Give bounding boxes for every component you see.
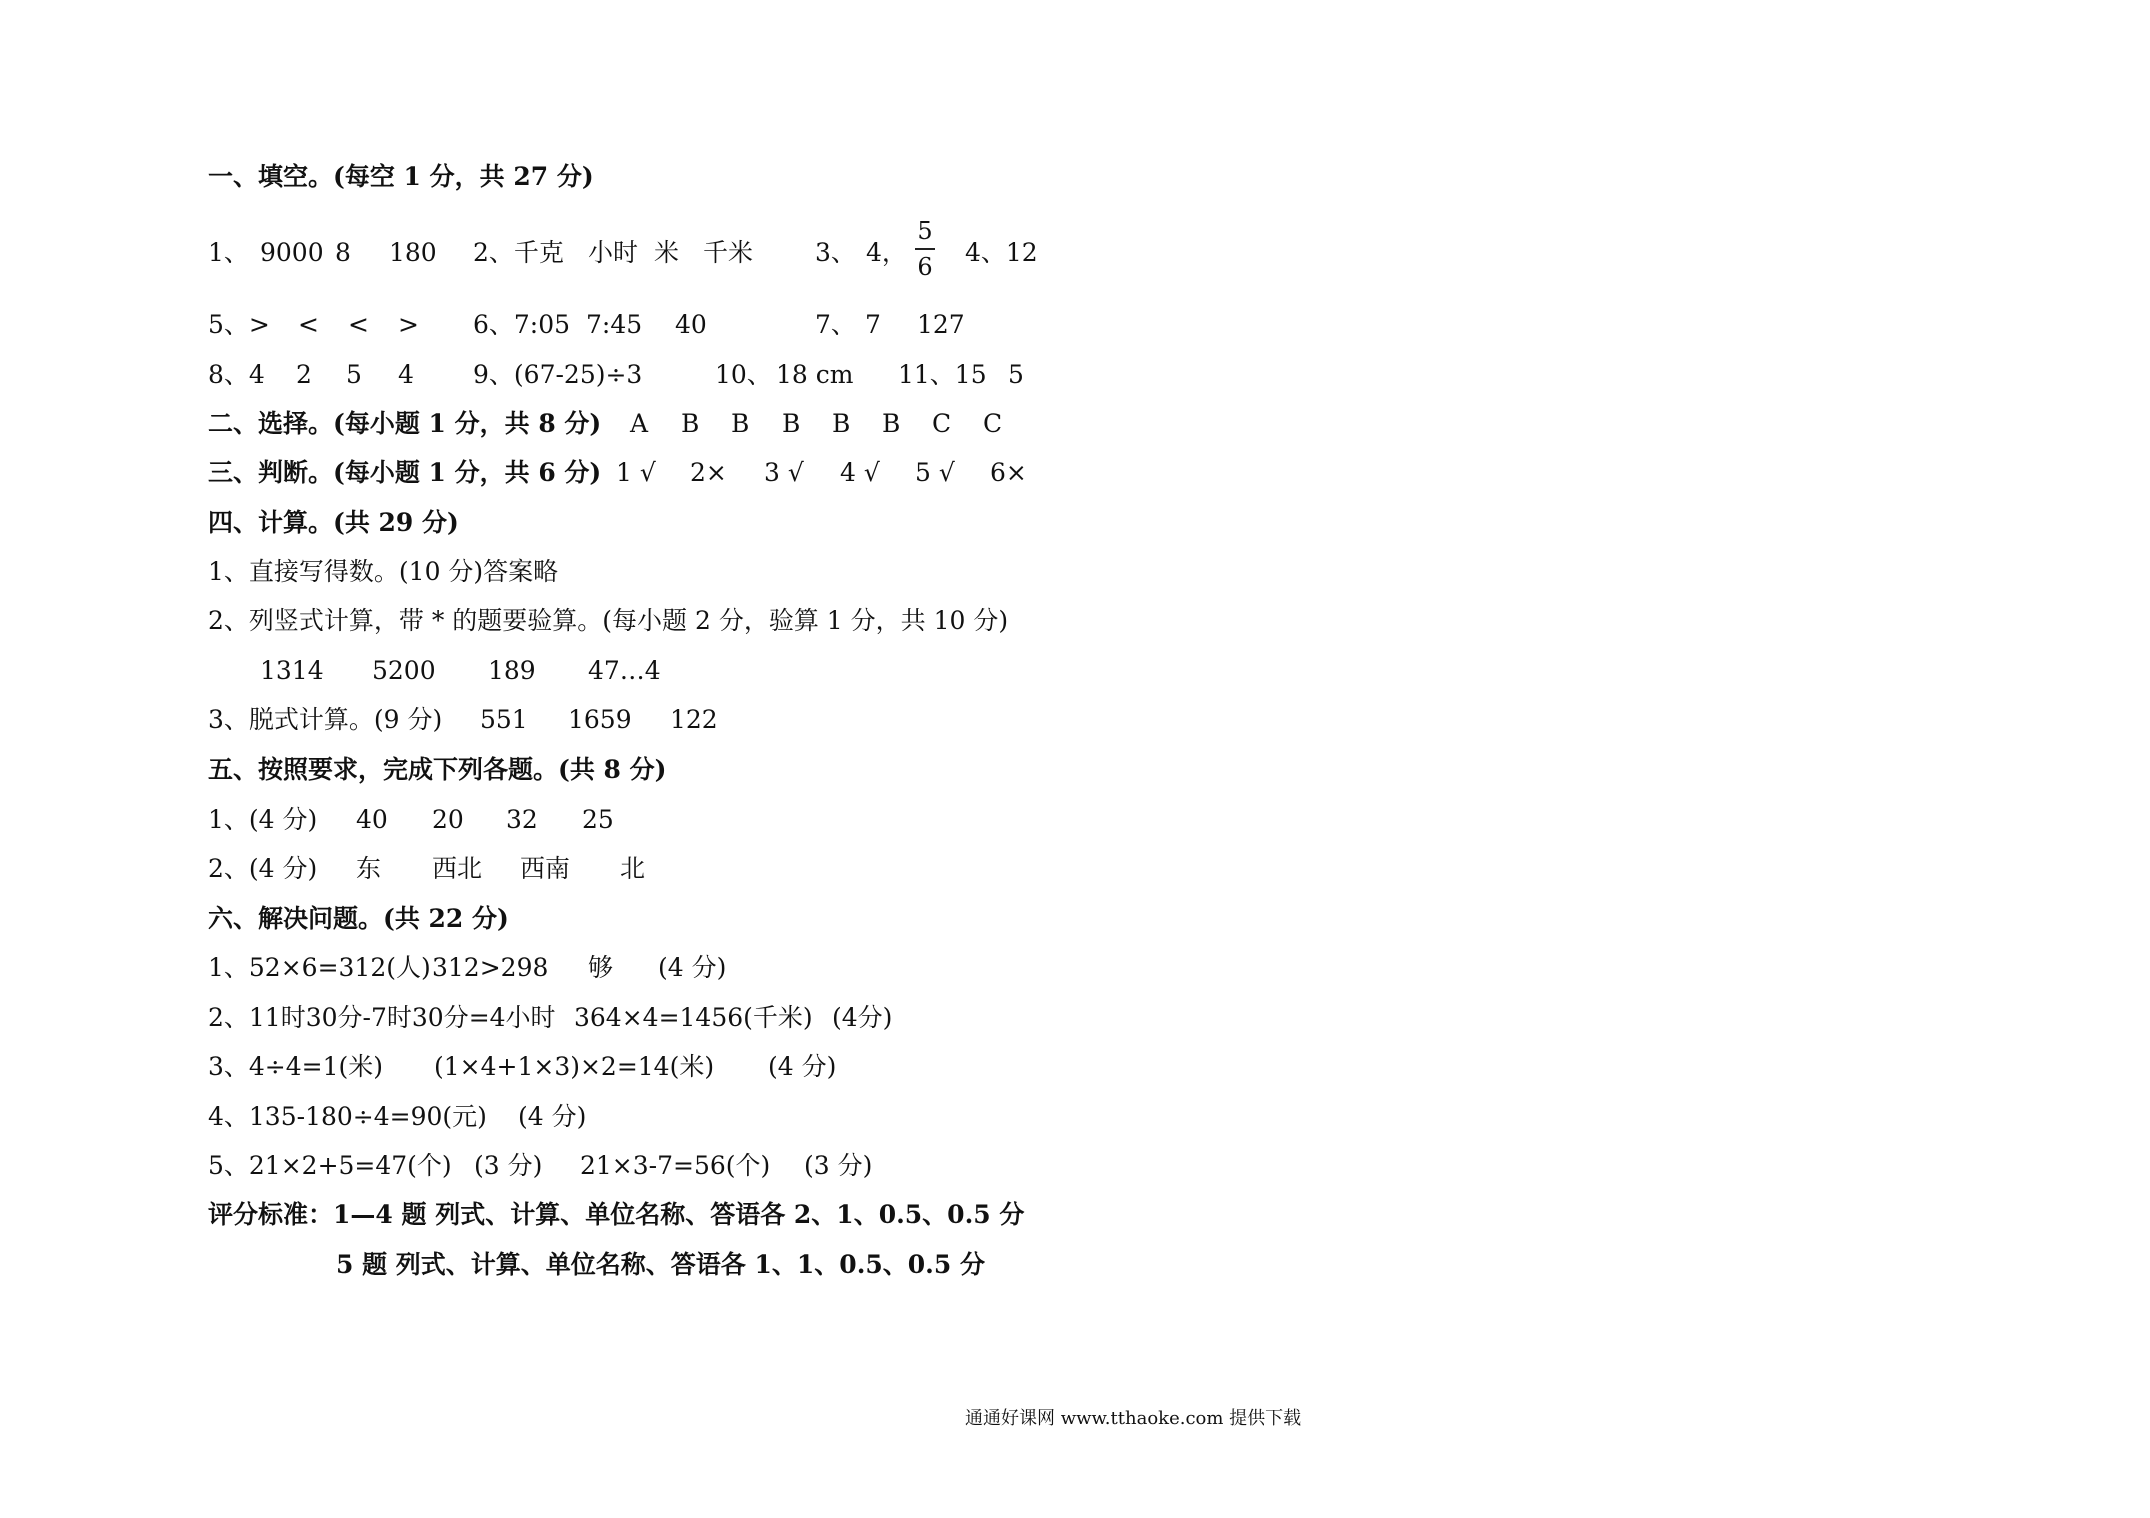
solve-step: 364×4=1456(千米) bbox=[574, 1003, 813, 1032]
req-answer: 40 bbox=[356, 805, 388, 834]
q1-answer-3: 180 bbox=[389, 238, 437, 267]
calc-answer: 47…4 bbox=[588, 656, 661, 685]
fraction-numerator: 5 bbox=[917, 217, 933, 245]
fraction-bar bbox=[915, 248, 935, 250]
calc-answer: 1314 bbox=[260, 656, 324, 685]
solve-points: (3 分) bbox=[474, 1151, 543, 1180]
calc-item-3 bbox=[208, 703, 1108, 737]
q3-label: 3、 bbox=[815, 238, 856, 267]
q2-answer-4: 千米 bbox=[703, 238, 754, 267]
calc-item-1: 1、直接写得数。(10 分)答案略 bbox=[208, 557, 559, 586]
q11-answer-2: 5 bbox=[1008, 360, 1024, 389]
section-2-title: 二、选择。(每小题 1 分，共 8 分) bbox=[208, 409, 602, 438]
calc-item-2-answers bbox=[208, 654, 1108, 688]
solve-step: 4、135-180÷4=90(元) bbox=[208, 1102, 487, 1131]
judge-answer: 4 √ bbox=[840, 458, 880, 487]
choice-answer: B bbox=[882, 409, 901, 438]
judge-row bbox=[208, 456, 1108, 490]
q5-answer-2: < bbox=[298, 310, 319, 339]
q2-answer-3: 米 bbox=[654, 238, 680, 267]
solve-item-3 bbox=[208, 1050, 1108, 1084]
grading-standard-line-1: 评分标准：1—4 题 列式、计算、单位名称、答语各 2、1、0.5、0.5 分 bbox=[208, 1200, 1025, 1229]
q6-answer-2: 7:45 bbox=[586, 310, 643, 339]
q10-answer: 18 cm bbox=[776, 360, 854, 389]
req-answer: 25 bbox=[582, 805, 614, 834]
req-item-2 bbox=[208, 852, 1108, 886]
q1-answer-2: 8 bbox=[335, 238, 351, 267]
choice-answer: B bbox=[681, 409, 700, 438]
section-5-title: 五、按照要求，完成下列各题。(共 8 分) bbox=[208, 755, 667, 784]
q7-answer-1: 7 bbox=[865, 310, 881, 339]
section-1-title: 一、填空。(每空 1 分，共 27 分) bbox=[208, 162, 594, 191]
choice-answer: B bbox=[832, 409, 851, 438]
q11-answer-1: 11、15 bbox=[898, 360, 987, 389]
req-item-1-label: 1、(4 分) bbox=[208, 805, 318, 834]
calc-answer: 1659 bbox=[568, 705, 632, 734]
solve-step: 3、4÷4=1(米) bbox=[208, 1052, 384, 1081]
fill-row-2 bbox=[208, 308, 1108, 342]
q6-answer-3: 40 bbox=[675, 310, 707, 339]
solve-item-5 bbox=[208, 1149, 1108, 1183]
solve-item-4 bbox=[208, 1100, 1108, 1134]
grading-standard-line-2: 5 题 列式、计算、单位名称、答语各 1、1、0.5、0.5 分 bbox=[336, 1250, 985, 1279]
req-answer: 32 bbox=[506, 805, 538, 834]
judge-answer: 5 √ bbox=[915, 458, 955, 487]
section-6-title: 六、解决问题。(共 22 分) bbox=[208, 904, 509, 933]
solve-points: (3 分) bbox=[804, 1151, 873, 1180]
judge-answer: 6× bbox=[990, 458, 1027, 487]
q1-label: 1、 bbox=[208, 238, 249, 267]
choice-row bbox=[208, 407, 1108, 441]
choice-answer: B bbox=[782, 409, 801, 438]
req-answer: 西北 bbox=[432, 854, 483, 883]
fill-row-3 bbox=[208, 358, 1108, 392]
q8-answer-2: 2 bbox=[296, 360, 312, 389]
choice-answer: C bbox=[983, 409, 1003, 438]
q5-answer-3: < bbox=[348, 310, 369, 339]
fill-row-1 bbox=[208, 217, 1108, 281]
solve-step: 21×3-7=56(个) bbox=[580, 1151, 771, 1180]
q5-answer-1: 5、> bbox=[208, 310, 270, 339]
calc-answer: 189 bbox=[488, 656, 536, 685]
req-answer: 20 bbox=[432, 805, 464, 834]
req-answer: 北 bbox=[620, 854, 646, 883]
q8-answer-3: 5 bbox=[346, 360, 362, 389]
q6-answer-1: 6、7:05 bbox=[473, 310, 571, 339]
solve-points: (4 分) bbox=[658, 953, 727, 982]
q9-answer: 9、(67-25)÷3 bbox=[473, 360, 643, 389]
judge-answer: 3 √ bbox=[764, 458, 804, 487]
solve-item-2 bbox=[208, 1001, 1108, 1035]
calc-item-3-label: 3、脱式计算。(9 分) bbox=[208, 705, 443, 734]
q3-fraction bbox=[912, 216, 938, 282]
req-item-2-label: 2、(4 分) bbox=[208, 854, 318, 883]
solve-points: (4 分) bbox=[518, 1102, 587, 1131]
q8-answer-1: 8、4 bbox=[208, 360, 265, 389]
solve-step: 5、21×2+5=47(个) bbox=[208, 1151, 452, 1180]
fraction-denominator: 6 bbox=[917, 253, 933, 281]
footer-source: 通通好课网 www.tthaoke.com 提供下载 bbox=[965, 1408, 1302, 1429]
choice-answer: B bbox=[731, 409, 750, 438]
q7-label: 7、 bbox=[815, 310, 856, 339]
solve-step: (1×4+1×3)×2=14(米) bbox=[434, 1052, 715, 1081]
calc-answer: 5200 bbox=[372, 656, 436, 685]
solve-step: 够 bbox=[588, 953, 614, 982]
calc-answer: 551 bbox=[480, 705, 528, 734]
judge-answer: 2× bbox=[690, 458, 727, 487]
solve-step: 1、52×6=312(人) bbox=[208, 953, 431, 982]
choice-answer: C bbox=[932, 409, 952, 438]
req-answer: 东 bbox=[356, 854, 382, 883]
q2-answer-2: 小时 bbox=[588, 238, 639, 267]
q5-answer-4: > bbox=[398, 310, 419, 339]
q10-label: 10、 bbox=[715, 360, 772, 389]
q3-answer-1: 4， bbox=[866, 238, 907, 267]
q8-answer-4: 4 bbox=[398, 360, 414, 389]
solve-item-1 bbox=[208, 951, 1108, 985]
solve-step: 2、11时30分-7时30分=4小时 bbox=[208, 1003, 556, 1032]
calc-item-2: 2、列竖式计算，带 * 的题要验算。(每小题 2 分，验算 1 分，共 10 分) bbox=[208, 606, 1009, 635]
section-4-title: 四、计算。(共 29 分) bbox=[208, 508, 459, 537]
q1-answer-1: 9000 bbox=[260, 238, 324, 267]
q7-answer-2: 127 bbox=[917, 310, 965, 339]
req-answer: 西南 bbox=[520, 854, 571, 883]
solve-points: (4 分) bbox=[768, 1052, 837, 1081]
judge-answer: 1 √ bbox=[616, 458, 656, 487]
q4-answer: 4、12 bbox=[965, 238, 1038, 267]
calc-answer: 122 bbox=[670, 705, 718, 734]
section-3-title: 三、判断。(每小题 1 分，共 6 分) bbox=[208, 458, 602, 487]
q2-answer-1: 2、千克 bbox=[473, 238, 564, 267]
req-item-1 bbox=[208, 803, 1108, 837]
solve-step: 312>298 bbox=[432, 953, 549, 982]
solve-points: (4分) bbox=[832, 1003, 893, 1032]
choice-answer: A bbox=[630, 409, 649, 438]
